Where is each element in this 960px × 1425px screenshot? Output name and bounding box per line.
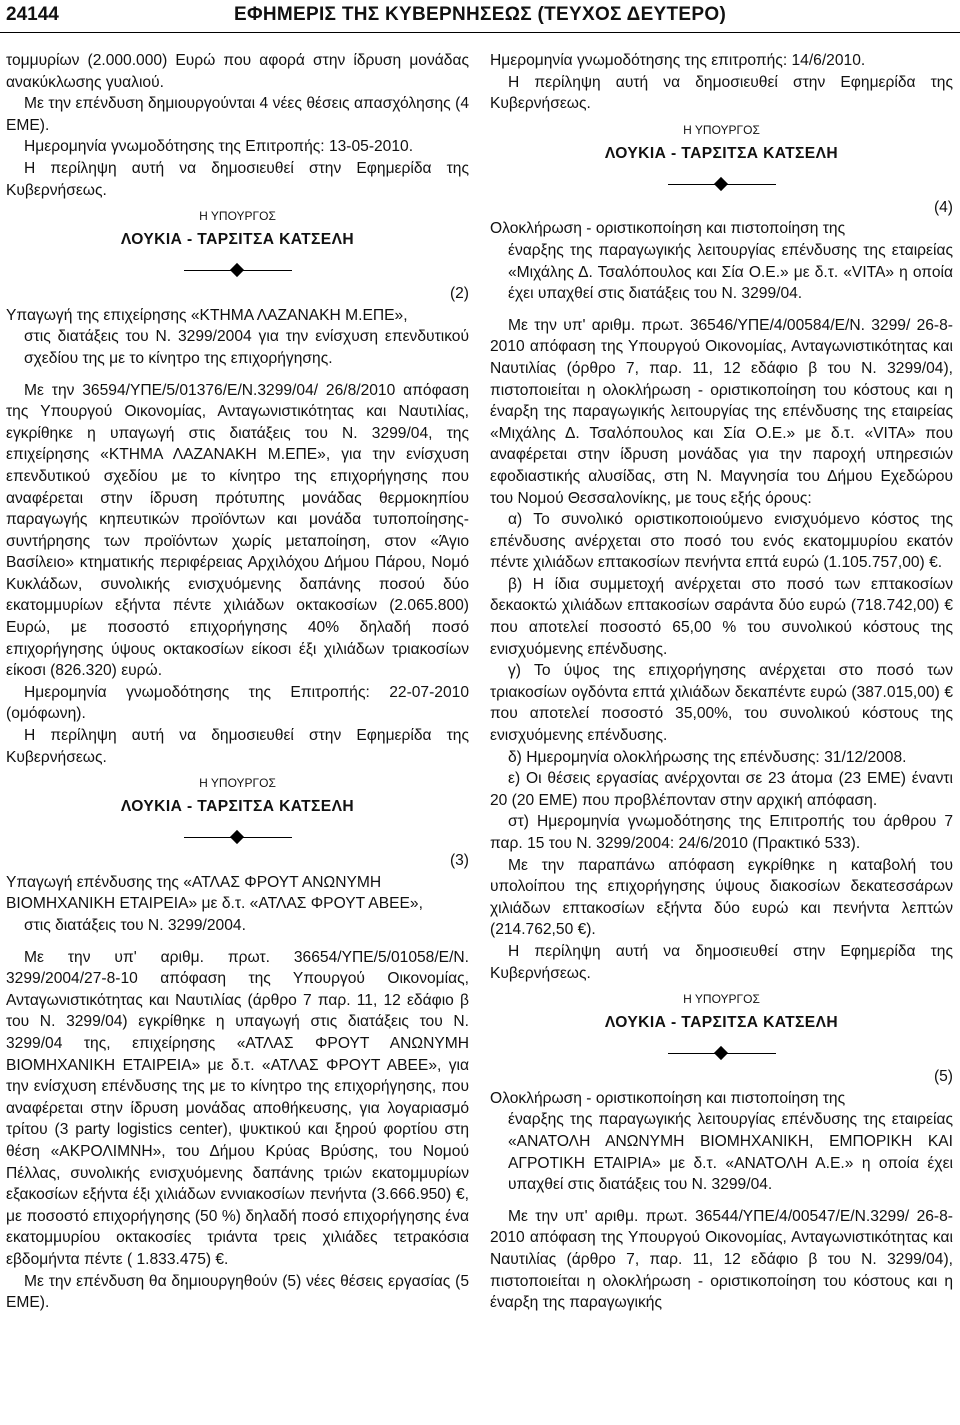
decision-title: Ολοκλήρωση - οριστικοποίηση και πιστοποίηση της: [490, 1089, 846, 1107]
paragraph: Με την παραπάνω απόφαση εγκρίθηκε η καταβολή του υπολοίπου της επιχορήγησης ύψους διακοσίων δεκατεσσάρων χιλιάδων επτακοσίων εξήντα δύο ευρώ και πενήντα λεπτών (214.762,50 €).: [490, 856, 953, 939]
minister-label: Η ΥΠΟΥΡΓΟΣ: [199, 776, 276, 791]
right-column: [490, 50, 953, 1314]
minister-label: Η ΥΠΟΥΡΓΟΣ: [199, 209, 276, 224]
decision-subtitle: έναρξης της παραγωγικής λειτουργίας επένδυσης της εταιρείας «ΑΝΑΤΟΛΗ ΑΝΩΝΥΜΗ ΒΙΟΜΗΧΑΝΙΚΗ, ΕΜΠΟΡΙΚΗ ΚΑΙ ΑΓΡΟΤΙΚΗ ΕΤΑΙΡΙΑ» με δ.τ. «ΑΝΑΤΟΛΗ Α.Ε.» η οποία έχει υπαχθεί στις διατάξεις του Ν. 3299/04.: [508, 1111, 953, 1194]
paragraph: α) Το συνολικό οριστικοποιούμενο ενισχυόμενο κόστος της επένδυσης ανέρχεται στο ποσό του ενός εκατομμυρίου εκατόν πέντε χιλιάδων επτακοσίων πενήντα επτά ευρώ (1.105.757,00) €.: [490, 511, 953, 572]
paragraph: Ημερομηνία γνωμοδότησης της επιτροπής: 14/6/2010.: [490, 52, 866, 69]
page-header: [0, 0, 960, 33]
diamond-icon: [713, 177, 727, 191]
decision-title: Υπαγωγή της επιχείρησης «ΚΤΗΜΑ ΛΑΖΑΝΑΚΗ Μ.ΕΠΕ»,: [6, 306, 408, 324]
diamond-icon: [229, 830, 243, 844]
section-divider: [668, 1046, 776, 1060]
section-divider: [184, 830, 292, 844]
left-column: [6, 50, 469, 1314]
decision-subtitle: στις διατάξεις του Ν. 3299/2004 για την ενίσχυση επενδυτικού σχεδίου της με το κίνητρο της επιχορήγησης.: [24, 328, 469, 367]
paragraph: γ) Το ύψος της επιχορήγησης ανέρχεται στο ποσό των τριακοσίων ογδόντα επτά χιλιάδων δεκαπέντε ευρώ (387.015,00) € που αποτελεί ποσοστό 35,00%, του συνολικού κόστους της ενισχυόμενης επένδυσης.: [490, 662, 953, 745]
minister-name: ΛΟΥΚΙΑ - ΤΑΡΣΙΤΣΑ ΚΑΤΣΕΛΗ: [120, 231, 355, 249]
gazette-title: ΕΦΗΜΕΡΙΣ ΤΗΣ ΚΥΒΕΡΝΗΣΕΩΣ (ΤΕΥΧΟΣ ΔΕΥΤΕΡΟ): [234, 4, 727, 25]
paragraph: Η περίληψη αυτή να δημοσιευθεί στην Εφημερίδα της Κυβερνήσεως.: [490, 73, 953, 113]
paragraph: β) Η ίδια συμμετοχή ανέρχεται στο ποσό των επτακοσίων δεκαοκτώ χιλιάδων επτακοσίων σαράντα δύο ευρώ (718.742,00) € που αποτελεί ποσοστό 65,00 % του συνολικού κόστους της ενισχυόμενης επένδυσης.: [490, 575, 953, 658]
decision-subtitle: στις διατάξεις του Ν. 3299/2004.: [24, 917, 246, 934]
paragraph: ε) Οι θέσεις εργασίας ανέρχονται σε 23 άτομα (23 ΕΜΕ) έναντι 20 (20 ΕΜΕ) που προβλέπονταν στην αρχική απόφαση.: [490, 770, 953, 809]
paragraph: Η περίληψη αυτή να δημοσιευθεί στην Εφημερίδα της Κυβερνήσεως.: [6, 159, 469, 199]
section-divider: [668, 177, 776, 191]
minister-label: Η ΥΠΟΥΡΓΟΣ: [683, 122, 760, 137]
paragraph: τομμυρίων (2.000.000) Ευρώ που αφορά στην ίδρυση μονάδας ανακύκλωσης γυαλιού.: [6, 52, 469, 91]
paragraph: Με την 36594/ΥΠΕ/5/01376/Ε/Ν.3299/04/ 26/8/2010 απόφαση της Υπουργού Οικονομίας, Ανταγωνιστικότητας και Ναυτιλίας, εγκρίθηκε η υπαγωγή στις διατάξεις του Ν. 3299/04, της επιχείρησης «ΚΤΗΜΑ ΛΑΖΑΝΑΚΗ Μ.ΕΠΕ», για την ενίσχυση επενδυτικού σχεδίου με το κίνητρο της επιχορήγησης που αναφέρεται στην ίδρυση πρότυπης μονάδας θερμοκηπίου παραγωγής κηπευτικών προϊόντων και μονάδα τυποποίησης-συντήρησης των προϊόντων χωρίς μεταποίηση, στον «Άγιο Βασίλειο» κτηματικής περιφέρειας Αρχιλόχου Δήμου Πάρου, Νομό Κυκλάδων, συνολικής ενισχυόμενης δαπάνης ποσού δύο εκατομμυρίων εξήντα πέντε χιλιάδων οκτακοσίων (2.065.800) Ευρώ, με ποσοστό επιχορήγησης 40% δηλαδή ποσό επιχορήγησης ύψους οκτακοσίων είκοσι έξι χιλιάδων τριακοσίων είκοσι (826.320) ευρώ.: [6, 381, 469, 680]
diamond-icon: [229, 263, 243, 277]
decision-number: (2): [449, 285, 469, 303]
paragraph: Με την υπ' αριθμ. πρωτ. 36544/ΥΠΕ/4/00547/Ε/Ν.3299/ 26-8-2010 απόφαση της Υπουργού Οικονομίας, Ανταγωνιστικότητας και Ναυτιλίας (άρθρο 7, παρ. 11, 12 εδάφιο β του Ν. 3299/04), πιστοποιείται η ολοκλήρωση - οριστικοποίηση του κόστους και η έναρξη της παραγωγικής: [490, 1207, 953, 1312]
minister-label: Η ΥΠΟΥΡΓΟΣ: [683, 992, 760, 1007]
decision-number: (3): [449, 852, 469, 870]
minister-name: ΛΟΥΚΙΑ - ΤΑΡΣΙΤΣΑ ΚΑΤΣΕΛΗ: [604, 1014, 839, 1032]
page-number: 24144: [6, 4, 59, 25]
paragraph: Η περίληψη αυτή να δημοσιευθεί στην Εφημερίδα της Κυβερνήσεως.: [490, 942, 953, 982]
decision-number: (5): [933, 1068, 953, 1086]
section-divider: [184, 263, 292, 277]
paragraph: Με την επένδυση δημιουργούνται 4 νέες θέσεις απασχόλησης (4 ΕΜΕ).: [6, 95, 469, 134]
diamond-icon: [713, 1046, 727, 1060]
minister-name: ΛΟΥΚΙΑ - ΤΑΡΣΙΤΣΑ ΚΑΤΣΕΛΗ: [604, 144, 839, 162]
decision-subtitle: έναρξης της παραγωγικής λειτουργίας επένδυσης της εταιρείας «Μιχάλης Δ. Τσαλόπουλος και Σία Ο.Ε.» με δ.τ. «VITA» η οποία έχει υπαχθεί στις διατάξεις του Ν. 3299/04.: [508, 241, 953, 303]
paragraph: Με την υπ' αριθμ. πρωτ. 36654/ΥΠΕ/5/01058/Ε/Ν. 3299/2004/27-8-10 απόφαση της Υπουργού Οικονομίας, Ανταγωνιστικότητας και Ναυτιλίας (άρθρο 7 παρ. 11, 12 εδάφιο β του Ν. 3299/04) εγκρίθηκε η υπαγωγή στις διατάξεις του Ν. 3299/04 της, επιχείρησης «ΑΤΛΑΣ ΦΡΟΥΤ ΑΝΩΝΥΜΗ ΒΙΟΜΗΧΑΝΙΚΗ ΕΤΑΙΡΕΙΑ» με δ.τ. «ΑΤΛΑΣ ΦΡΟΥΤ ΑΒΕΕ», για την ενίσχυση επένδυσης της με το κίνητρο της επιχορήγησης, που αναφέρεται στην ίδρυση μονάδας αποθήκευσης, για λογαριασμό τρίτου (3 party logistics center), ψυκτικού και ξηρού φορτίου στη θέση «ΑΚΡΟΛΙΜΝΗ», του Δήμου Κρύας Βρύσης, του Νομού Πέλλας, συνολικής ενισχυόμενης δαπάνης τριών εκατομμυρίων εξακοσίων εξήντα έξι χιλιάδων εννιακοσίων πενήντα (3.666.950) €, με ποσοστό επιχορήγησης (50 %) δηλαδή ποσό επιχορήγησης ένα εκατομμυρίου οκτακοσίες τριάντα τρεις χιλιάδες τετρακόσια εβδομήντα πέντε ( 1.833.475) €.: [6, 948, 469, 1268]
paragraph: δ) Ημερομηνία ολοκλήρωσης της επένδυσης: 31/12/2008.: [508, 748, 907, 766]
paragraph: Με την υπ' αριθμ. πρωτ. 36546/ΥΠΕ/4/00584/Ε/Ν. 3299/ 26-8-2010 απόφαση της Υπουργού Οικονομίας, Ανταγωνιστικότητας και Ναυτιλίας (όρθρο 7, παρ. 11, 12 εδάφιο β του Ν. 3299/04), πιστοποιείται η ολοκλήρωση - οριστικοποίηση του κόστους και η έναρξη της παραγωγικής λειτουργίας της επένδυσης της εταιρείας «Μιχάλης Δ. Τσαλόπουλος και Σία Ο.Ε.» με δ.τ. «VITA» που αναφέρεται στην ίδρυση μονάδας για την παροχή υπηρεσιών εφοδιαστικής αλυσίδας, στη Ν. Μαγνησία του Δήμου Εχεδώρου του Νομού Θεσσαλονίκης, με τους εξής όρους:: [490, 316, 953, 507]
paragraph: στ) Ημερομηνία γνωμοδότησης της Επιτροπής του άρθρου 7 παρ. 15 του Ν. 3299/2004: 24/6/2010 (Πρακτικό 533).: [490, 813, 953, 852]
decision-title: Υπαγωγή επένδυσης της «ΑΤΛΑΣ ΦΡΟΥΤ ΑΝΩΝΥΜΗ ΒΙΟΜΗΧΑΝΙΚΗ ΕΤΑΙΡΕΙΑ» με δ.τ. «ΑΤΛΑΣ ΦΡΟΥΤ ΑΒΕΕ»,: [6, 873, 423, 913]
paragraph: Ημερομηνία γνωμοδότησης της Επιτροπής: 13-05-2010.: [24, 138, 414, 156]
decision-number: (4): [933, 198, 953, 216]
paragraph: Ημερομηνία γνωμοδότησης της Επιτροπής: 22-07-2010 (ομόφωνη).: [6, 683, 469, 723]
minister-name: ΛΟΥΚΙΑ - ΤΑΡΣΙΤΣΑ ΚΑΤΣΕΛΗ: [120, 798, 355, 816]
paragraph: Η περίληψη αυτή να δημοσιευθεί στην Εφημερίδα της Κυβερνήσεως.: [6, 727, 469, 766]
decision-title: Ολοκλήρωση - οριστικοποίηση και πιστοποίηση της: [490, 220, 846, 238]
paragraph: Με την επένδυση θα δημιουργηθούν (5) νέες θέσεις εργασίας (5 ΕΜΕ).: [6, 1272, 469, 1312]
